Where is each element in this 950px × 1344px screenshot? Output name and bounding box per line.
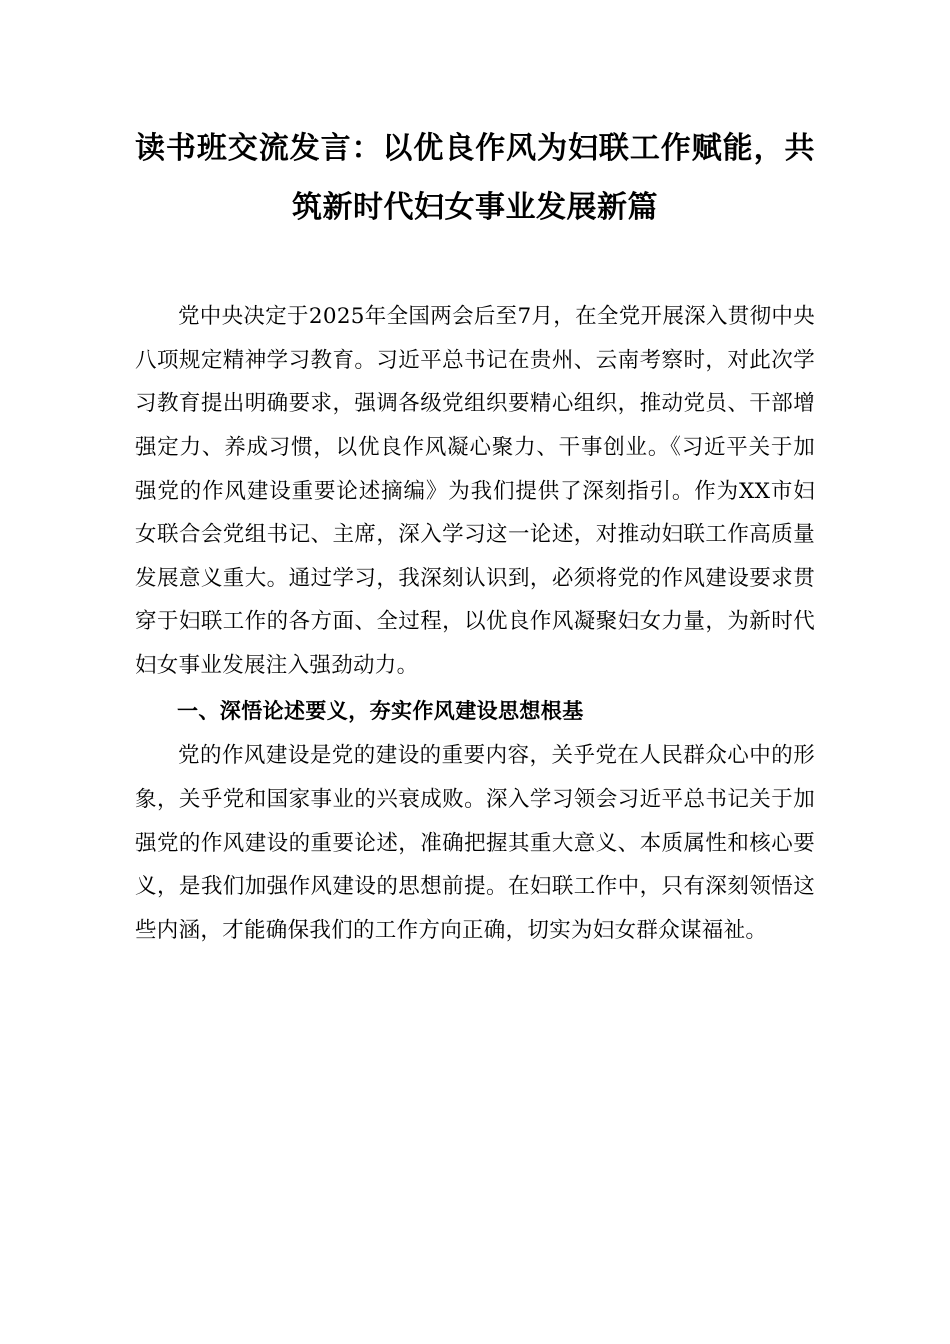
page-title: 读书班交流发言：以优良作风为妇联工作赋能，共筑新时代妇女事业发展新篇 bbox=[135, 131, 815, 225]
paragraph-section-1-body: 党的作风建设是党的建设的重要内容，关乎党在人民群众心中的形象，关乎党和国家事业的兴衰成败。深入学习领会习近平总书记关于加强党的作风建设的重要论述，准确把握其重大意义、本质属性和核心要义，是我们加强作风建设的思想前提。在妇联工作中，只有深刻领悟这些内涵，才能确保我们的工作方向正确，切实为妇女群众谋福祉。 bbox=[135, 743, 815, 943]
section-heading-1: 一、深悟论述要义，夯实作风建设思想根基 bbox=[177, 698, 584, 723]
paragraph-intro: 党中央决定于2025年全国两会后至7月，在全党开展深入贯彻中央八项规定精神学习教育。习近平总书记在贵州、云南考察时，对此次学习教育提出明确要求，强调各级党组织要精心组织，推动党员、干部增强定力、养成习惯，以优良作风凝心聚力、干事创业。《习近平关于加强党的作风建设重要论述摘编》为我们提供了深刻指引。作为XX市妇女联合会党组书记、主席，深入学习这一论述，对推动妇联工作高质量发展意义重大。通过学习，我深刻认识到，必须将党的作风建设要求贯穿于妇联工作的各方面、全过程，以优良作风凝聚妇女力量，为新时代妇女事业发展注入强劲动力。 bbox=[135, 304, 815, 679]
